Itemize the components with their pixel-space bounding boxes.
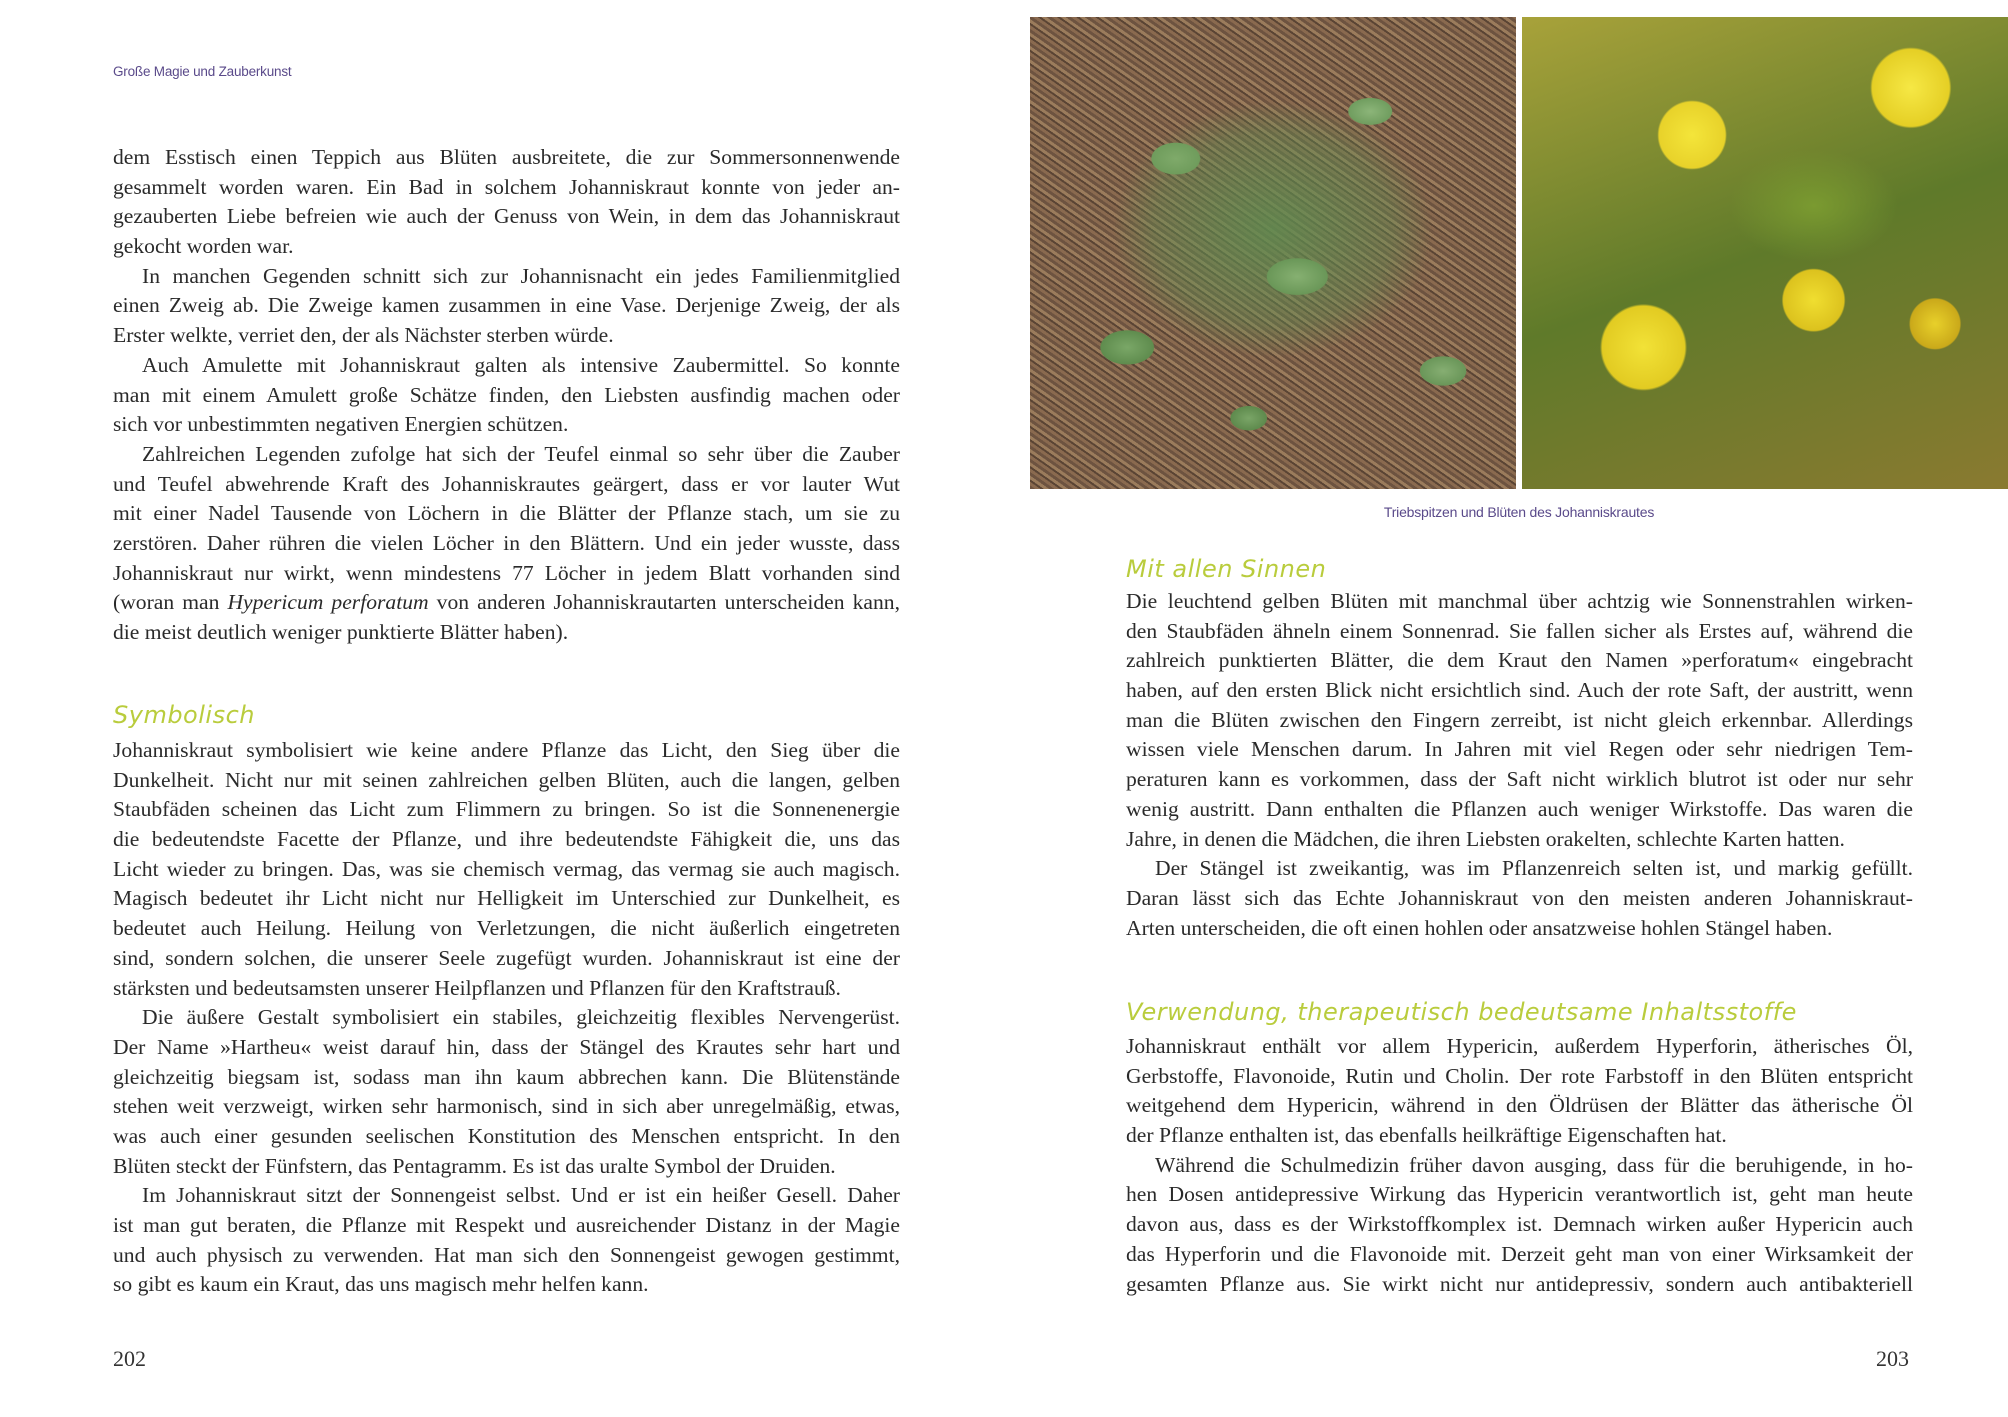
verwendung-text: [1126, 1032, 1913, 1299]
paragraph: [1126, 587, 1913, 854]
text-line: Der Stängel ist zweikantig, was im Pflanzenreich selten ist, und markig gefüllt.: [1155, 856, 1913, 881]
text-line: (woran man Hypericum perforatum von anderen Johanniskrautarten unterscheiden kann,: [113, 590, 900, 615]
text-line: haben, auf den ersten Blick nicht ersichtlich sind. Auch der rote Saft, der austritt, wenn: [1126, 678, 1913, 703]
paragraph: [113, 440, 900, 648]
text-line: Die leuchtend gelben Blüten mit manchmal über achtzig wie Sonnenstrahlen wirken-: [1126, 589, 1913, 613]
paragraph: [113, 736, 900, 1003]
text-line: so gibt es kaum ein Kraut, das uns magisch mehr helfen kann.: [113, 1272, 649, 1297]
text-line: mit einer Nadel Tausende von Löchern in die Blätter der Pflanze stach, um sie zu: [113, 501, 900, 526]
text-line: Johanniskraut symbolisiert wie keine andere Pflanze das Licht, den Sieg über die: [113, 738, 900, 762]
text-line: Während die Schulmedizin früher davon ausging, dass für die beruhigende, in ho-: [1155, 1152, 1913, 1177]
text-line: bedeutet auch Heilung. Heilung von Verletzungen, die nicht äußerlich eingetreten: [113, 916, 900, 941]
photo-caption: Triebspitzen und Blüten des Johanniskrautes: [1383, 504, 1655, 520]
text-line: weitgehend dem Hypericin, während in den Öldrüsen der Blätter das ätherische Öl: [1126, 1093, 1913, 1118]
text-line: gesammelt worden waren. Ein Bad in solchem Johanniskraut konnte von jeder an-: [113, 174, 900, 199]
text-line: was auch einer gesunden seelischen Konstitution des Menschen entspricht. In den: [113, 1123, 900, 1148]
text-line: gezauberten Liebe befreien wie auch der Genuss von Wein, in dem das Johanniskraut: [113, 204, 900, 229]
text-line: Auch Amulette mit Johanniskraut galten als intensive Zaubermittel. So konnte: [142, 352, 900, 377]
text-line: stärksten und bedeutsamsten unserer Heilpflanzen und Pflanzen für den Kraftstrauß.: [113, 975, 841, 1000]
paragraph: [113, 262, 900, 351]
running-head: Große Magie und Zauberkunst: [113, 64, 292, 79]
text-line: Magisch bedeutet ihr Licht nicht nur Helligkeit im Unterschied zur Dunkelheit, es: [113, 886, 900, 911]
text-line: Staubfäden scheinen das Licht zum Flimmern zu bringen. So ist die Sonnenenergie: [113, 797, 900, 822]
page-number-left: 202: [113, 1346, 146, 1371]
text-line: gleichzeitig biegsam ist, sodass man ihn kaum abbrechen kann. Die Blütenstände: [113, 1064, 900, 1089]
text-line: gekocht worden war.: [113, 234, 294, 259]
text-line: davon aus, dass es der Wirkstoffkomplex ist. Demnach wirken außer Hypericin auch: [1126, 1212, 1913, 1237]
paragraph: [113, 351, 900, 440]
text-line: peraturen kann es vorkommen, dass der Saft nicht wirklich blutrot ist oder nur sehr: [1126, 767, 1913, 792]
text-line: ist man gut beraten, die Pflanze mit Respekt und ausreichender Distanz in der Magie: [113, 1213, 900, 1237]
section-heading-symbolisch: Symbolisch: [113, 701, 255, 729]
text-line: Im Johanniskraut sitzt der Sonnengeist selbst. Und er ist ein heißer Gesell. Daher: [142, 1183, 900, 1208]
text-line: sich vor unbestimmten negativen Energien schützen.: [113, 412, 569, 437]
text-line: dem Esstisch einen Teppich aus Blüten ausbreitete, die zur Sommersonnenwende: [113, 145, 900, 169]
text-line: stehen weit verzweigt, wirken sehr harmonisch, sind in sich aber unregelmäßig, etwas,: [113, 1094, 900, 1119]
paragraph: [113, 1003, 900, 1181]
text-line: Arten unterscheiden, die oft einen hohlen oder ansatzweise hohlen Stängel haben.: [1126, 915, 1833, 940]
text-line: die meist deutlich weniger punktierte Blätter haben).: [113, 620, 569, 644]
text-line: wissen viele Menschen darum. In Jahren mit viel Regen oder sehr niedrigen Tem-: [1126, 737, 1913, 762]
section-heading-verwendung: Verwendung, therapeutisch bedeutsame Inhaltsstoffe: [1126, 998, 1797, 1026]
text-line: Johanniskraut enthält vor allem Hypericin, außerdem Hyperforin, ätherisches Öl,: [1126, 1034, 1913, 1058]
paragraph: [1126, 854, 1913, 943]
text-line: Dunkelheit. Nicht nur mit seinen zahlreichen gelben Blüten, auch die langen, gelben: [113, 767, 900, 792]
symbolisch-text: [113, 736, 900, 1300]
intro-text: [113, 143, 900, 648]
text-line: Zahlreichen Legenden zufolge hat sich der Teufel einmal so sehr über die Zauber: [142, 441, 900, 466]
paragraph: [113, 1181, 900, 1300]
text-line: einen Zweig ab. Die Zweige kamen zusammen in eine Vase. Derjenige Zweig, der als: [113, 293, 900, 318]
text-line: sind, sondern solchen, die unserer Seele zugefügt wurden. Johanniskraut ist eine der: [113, 945, 900, 970]
text-line: zahlreich punktierten Blätter, die dem Kraut den Namen »perforatum« eingebracht: [1126, 648, 1913, 673]
photo-yellow-flowers: [1522, 17, 2008, 489]
text-line: das Hyperforin und die Flavonoide mit. Derzeit geht man von einer Wirksamkeit der: [1126, 1241, 1913, 1266]
text-line: den Staubfäden ähneln einem Sonnenrad. Sie fallen sicher als Erstes auf, während die: [1126, 618, 1913, 643]
text-line: Blüten steckt der Fünfstern, das Pentagramm. Es ist das uralte Symbol der Druiden.: [113, 1153, 836, 1178]
paragraph: [113, 143, 900, 262]
photo-shoot-tips: [1030, 17, 1516, 489]
text-line: In manchen Gegenden schnitt sich zur Johannisnacht ein jedes Familienmitglied: [142, 263, 900, 288]
text-line: die bedeutendste Facette der Pflanze, und ihre bedeutendste Fähigkeit die, uns das: [113, 827, 900, 852]
text-line: man mit einem Amulett große Schätze finden, den Liebsten ausfindig machen oder: [113, 382, 900, 407]
text-line: Licht wieder zu bringen. Das, was sie chemisch vermag, das vermag sie auch magisch.: [113, 856, 900, 881]
text-line: und Teufel abwehrende Kraft des Johanniskrautes geärgert, dass er vor lauter Wut: [113, 471, 900, 496]
text-line: zerstören. Daher rühren die vielen Löcher in den Blättern. Und ein jeder wusste, dass: [113, 530, 900, 555]
text-line: Gerbstoffe, Flavonoide, Rutin und Cholin. Der rote Farbstoff in den Blüten entspricht: [1126, 1063, 1913, 1088]
text-line: und auch physisch zu verwenden. Hat man sich den Sonnengeist gewogen gestimmt,: [113, 1242, 900, 1267]
page-number-right: 203: [1876, 1346, 1909, 1371]
text-line: Die äußere Gestalt symbolisiert ein stabiles, gleichzeitig flexibles Nervengerüst.: [142, 1005, 900, 1030]
text-line: Jahre, in denen die Mädchen, die ihren Liebsten orakelten, schlechte Karten hatten.: [1126, 826, 1845, 851]
paragraph: [1126, 1151, 1913, 1299]
text-line: Erster welkte, verriet den, der als Nächster sterben würde.: [113, 323, 614, 348]
text-line: Der Name »Hartheu« weist darauf hin, dass der Stängel des Krautes sehr hart und: [113, 1034, 900, 1059]
text-line: Daran lässt sich das Echte Johanniskraut von den meisten anderen Johanniskraut-: [1126, 885, 1913, 910]
text-line: der Pflanze enthalten ist, das ebenfalls heilkräftige Eigenschaften hat.: [1126, 1123, 1727, 1148]
mit-allen-sinnen-text: [1126, 587, 1913, 943]
text-line: gesamten Pflanze aus. Sie wirkt nicht nur antidepressiv, sondern auch antibakteriell: [1126, 1271, 1913, 1296]
text-line: wenig austritt. Dann enthalten die Pflanzen auch weniger Wirkstoffe. Das waren die: [1126, 796, 1913, 821]
paragraph: [1126, 1032, 1913, 1151]
text-line: man die Blüten zwischen den Fingern zerreibt, ist nicht gleich erkennbar. Allerdings: [1126, 707, 1913, 732]
botanical-name: Hypericum perforatum: [227, 590, 429, 615]
text-line: Johanniskraut nur wirkt, wenn mindestens 77 Löcher in jedem Blatt vorhanden sind: [113, 560, 900, 585]
text-line: hen Dosen antidepressive Wirkung das Hypericin verantwortlich ist, geht man heute: [1126, 1182, 1913, 1207]
section-heading-mit-allen-sinnen: Mit allen Sinnen: [1126, 555, 1327, 583]
